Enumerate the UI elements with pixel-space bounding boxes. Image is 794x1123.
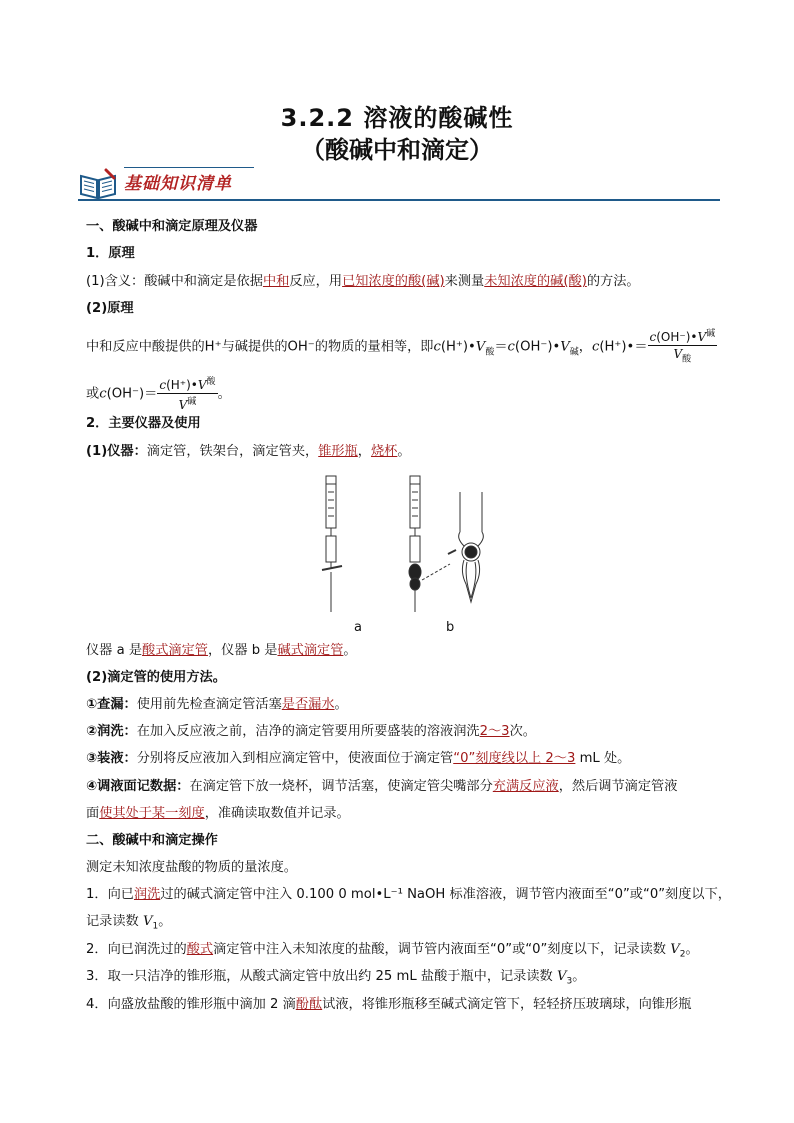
page-title: 3.2.2 溶液的酸碱性: [280, 104, 514, 132]
formula-text: 。: [217, 386, 231, 402]
fraction: $\frac{c(OH^-)•V^碱}{V_酸}$: [648, 326, 718, 367]
answer-blank: 中和: [262, 274, 290, 289]
formula-subscript: 1: [152, 921, 159, 932]
answer-blank: 未知浓度的碱(酸): [484, 274, 587, 289]
formula-symbol: c: [507, 339, 515, 355]
answer-blank: 2～3: [479, 724, 510, 739]
text: (1)含义：酸碱中和滴定是依据: [86, 274, 263, 289]
glass-bead-detail: [448, 492, 483, 602]
formula-text: ＝: [144, 386, 158, 402]
formula-symbol: c: [591, 339, 600, 355]
answer-blank: 充满反应液: [492, 779, 559, 794]
banner-rule: [78, 199, 720, 201]
text: ，仪器 b 是: [207, 643, 278, 658]
formula-text: (H⁺)•: [599, 339, 635, 355]
banner-top-rule: [124, 167, 254, 168]
text: ③装液：: [86, 751, 137, 766]
text: 。: [343, 643, 357, 658]
formula-symbol: V: [142, 914, 153, 929]
formula-subscript: 3: [566, 976, 573, 987]
formula-symbol: V: [560, 339, 570, 355]
text: 使用前先检查滴定管活塞: [136, 697, 282, 712]
operation-step-4: [86, 996, 691, 1014]
formula-symbol: c: [99, 386, 107, 402]
figure-label-a: a: [354, 620, 362, 635]
answer-blank: 烧杯: [370, 444, 398, 459]
operation-step-2: [86, 941, 699, 964]
text: ，: [357, 444, 371, 459]
text: ②润洗：: [86, 724, 137, 739]
answer-blank: 酚酞: [295, 997, 323, 1012]
answer-blank: 润洗: [133, 887, 161, 902]
text: 2．向已润洗过的: [86, 942, 187, 957]
principle-formula-line: [86, 326, 717, 367]
definition-line: [86, 273, 640, 291]
formula-text: ＝: [494, 339, 508, 355]
text: 。: [397, 444, 411, 459]
text: ①查漏：: [86, 697, 137, 712]
acid-burette: [322, 476, 342, 612]
answer-blank: 酸式: [186, 942, 214, 957]
formula-text: (OH⁻): [106, 386, 145, 402]
text: 或: [86, 386, 100, 402]
formula-symbol: V: [670, 942, 680, 957]
text: 在滴定管下放一烧杯，调节活塞，使滴定管尖嘴部分: [189, 779, 493, 794]
text: 反应，用: [289, 274, 343, 289]
text: 记录读数: [86, 914, 143, 929]
answer-blank: 锥形瓶: [318, 444, 358, 459]
usage-step-1: [86, 696, 348, 714]
text: 在加入反应液之前，洁净的滴定管要用所要盛装的溶液润洗: [136, 724, 480, 739]
section-banner: [78, 164, 720, 204]
principle-formula-line-2: [86, 374, 231, 413]
formula-subscript: 2: [679, 949, 686, 960]
instruments-line: [86, 443, 411, 461]
text: 次。: [509, 724, 536, 739]
answer-blank: 使其处于某一刻度: [99, 806, 205, 821]
answer-blank: 是否漏水: [281, 697, 335, 712]
text: 滴定管，铁架台，滴定管夹，: [146, 444, 319, 459]
section-heading-2: 二、酸碱中和滴定操作: [86, 833, 218, 848]
formula-text: (OH⁻)•: [514, 339, 561, 355]
formula-text: (H⁺)•: [440, 339, 476, 355]
text: 面: [86, 806, 100, 821]
book-icon: [78, 168, 118, 200]
text: 中和反应中酸提供的H⁺与碱提供的OH⁻的物质的量相等，即: [86, 339, 434, 355]
burette-figure: [310, 472, 500, 637]
answer-blank: 酸式滴定管: [142, 643, 208, 658]
usage-step-2: [86, 723, 536, 741]
text: mL 处。: [575, 751, 631, 766]
text: ，然后调节滴定管液: [558, 779, 678, 794]
subheading-principle: 1．原理: [86, 246, 135, 261]
text: 。: [334, 697, 348, 712]
formula-symbol: c: [433, 339, 441, 355]
text: 分别将反应液加入到相应滴定管中，使液面位于滴定管: [136, 751, 454, 766]
usage-step-4: [86, 778, 677, 796]
fraction: $\frac{c(H^+)•V^酸}{V^碱}$: [157, 374, 217, 413]
answer-blank: 已知浓度的酸(碱): [342, 274, 445, 289]
text: ④调液面记数据：: [86, 779, 190, 794]
text: 滴定管中注入未知浓度的盐酸，调节管内液面至“0”或“0”刻度以下，记录读数: [213, 942, 671, 957]
operation-intro: 测定未知浓度盐酸的物质的量浓度。: [86, 860, 297, 875]
answer-blank: “0”刻度线以上 2～3: [453, 751, 576, 766]
formula-text: ＝: [634, 339, 648, 355]
instrument-note-line: [86, 642, 357, 660]
section-heading-1: 一、酸碱中和滴定原理及仪器: [86, 219, 258, 234]
text: (1)仪器：: [86, 444, 147, 459]
page-subtitle: （酸碱中和滴定）: [301, 136, 493, 164]
formula-text: ，: [578, 339, 592, 355]
operation-step-1-cont: [86, 913, 171, 936]
subheading-principle-2: (2)原理: [86, 301, 134, 316]
figure-label-b: b: [446, 620, 455, 635]
formula-symbol: V: [556, 969, 567, 984]
usage-step-3: [86, 750, 630, 768]
text: 的方法。: [586, 274, 640, 289]
operation-step-1: [86, 886, 731, 904]
burette-diagram: [310, 472, 500, 617]
text: 4．向盛放盐酸的锥形瓶中滴加 2 滴: [86, 997, 296, 1012]
text: 试液，将锥形瓶移至碱式滴定管下，轻轻挤压玻璃球，向锥形瓶: [322, 997, 692, 1012]
formula-subscript: 碱: [569, 347, 579, 358]
text: 来测量: [444, 274, 485, 289]
formula-subscript: 酸: [485, 347, 495, 358]
text: ，准确读取数值并记录。: [204, 806, 350, 821]
base-burette: [409, 476, 450, 612]
text: 。: [158, 914, 172, 929]
text: 。: [685, 942, 699, 957]
text: 过的碱式滴定管中注入 0.100 0 mol•L⁻¹ NaOH 标准溶液，调节管内液面至“0”或“0”刻度以下，: [160, 887, 731, 902]
banner-label: 基础知识清单: [124, 174, 232, 194]
usage-step-4-cont: [86, 805, 350, 823]
subheading-instruments: 2．主要仪器及使用: [86, 416, 201, 431]
text: 3．取一只洁净的锥形瓶，从酸式滴定管中放出约 25 mL 盐酸于瓶中，记录读数: [86, 969, 557, 984]
operation-step-3: [86, 968, 585, 991]
answer-blank: 碱式滴定管: [277, 643, 344, 658]
text: 仪器 a 是: [86, 643, 143, 658]
text: 。: [572, 969, 586, 984]
text: 1．向已: [86, 887, 134, 902]
formula-symbol: V: [475, 339, 486, 355]
subheading-usage: (2)滴定管的使用方法。: [86, 670, 226, 685]
